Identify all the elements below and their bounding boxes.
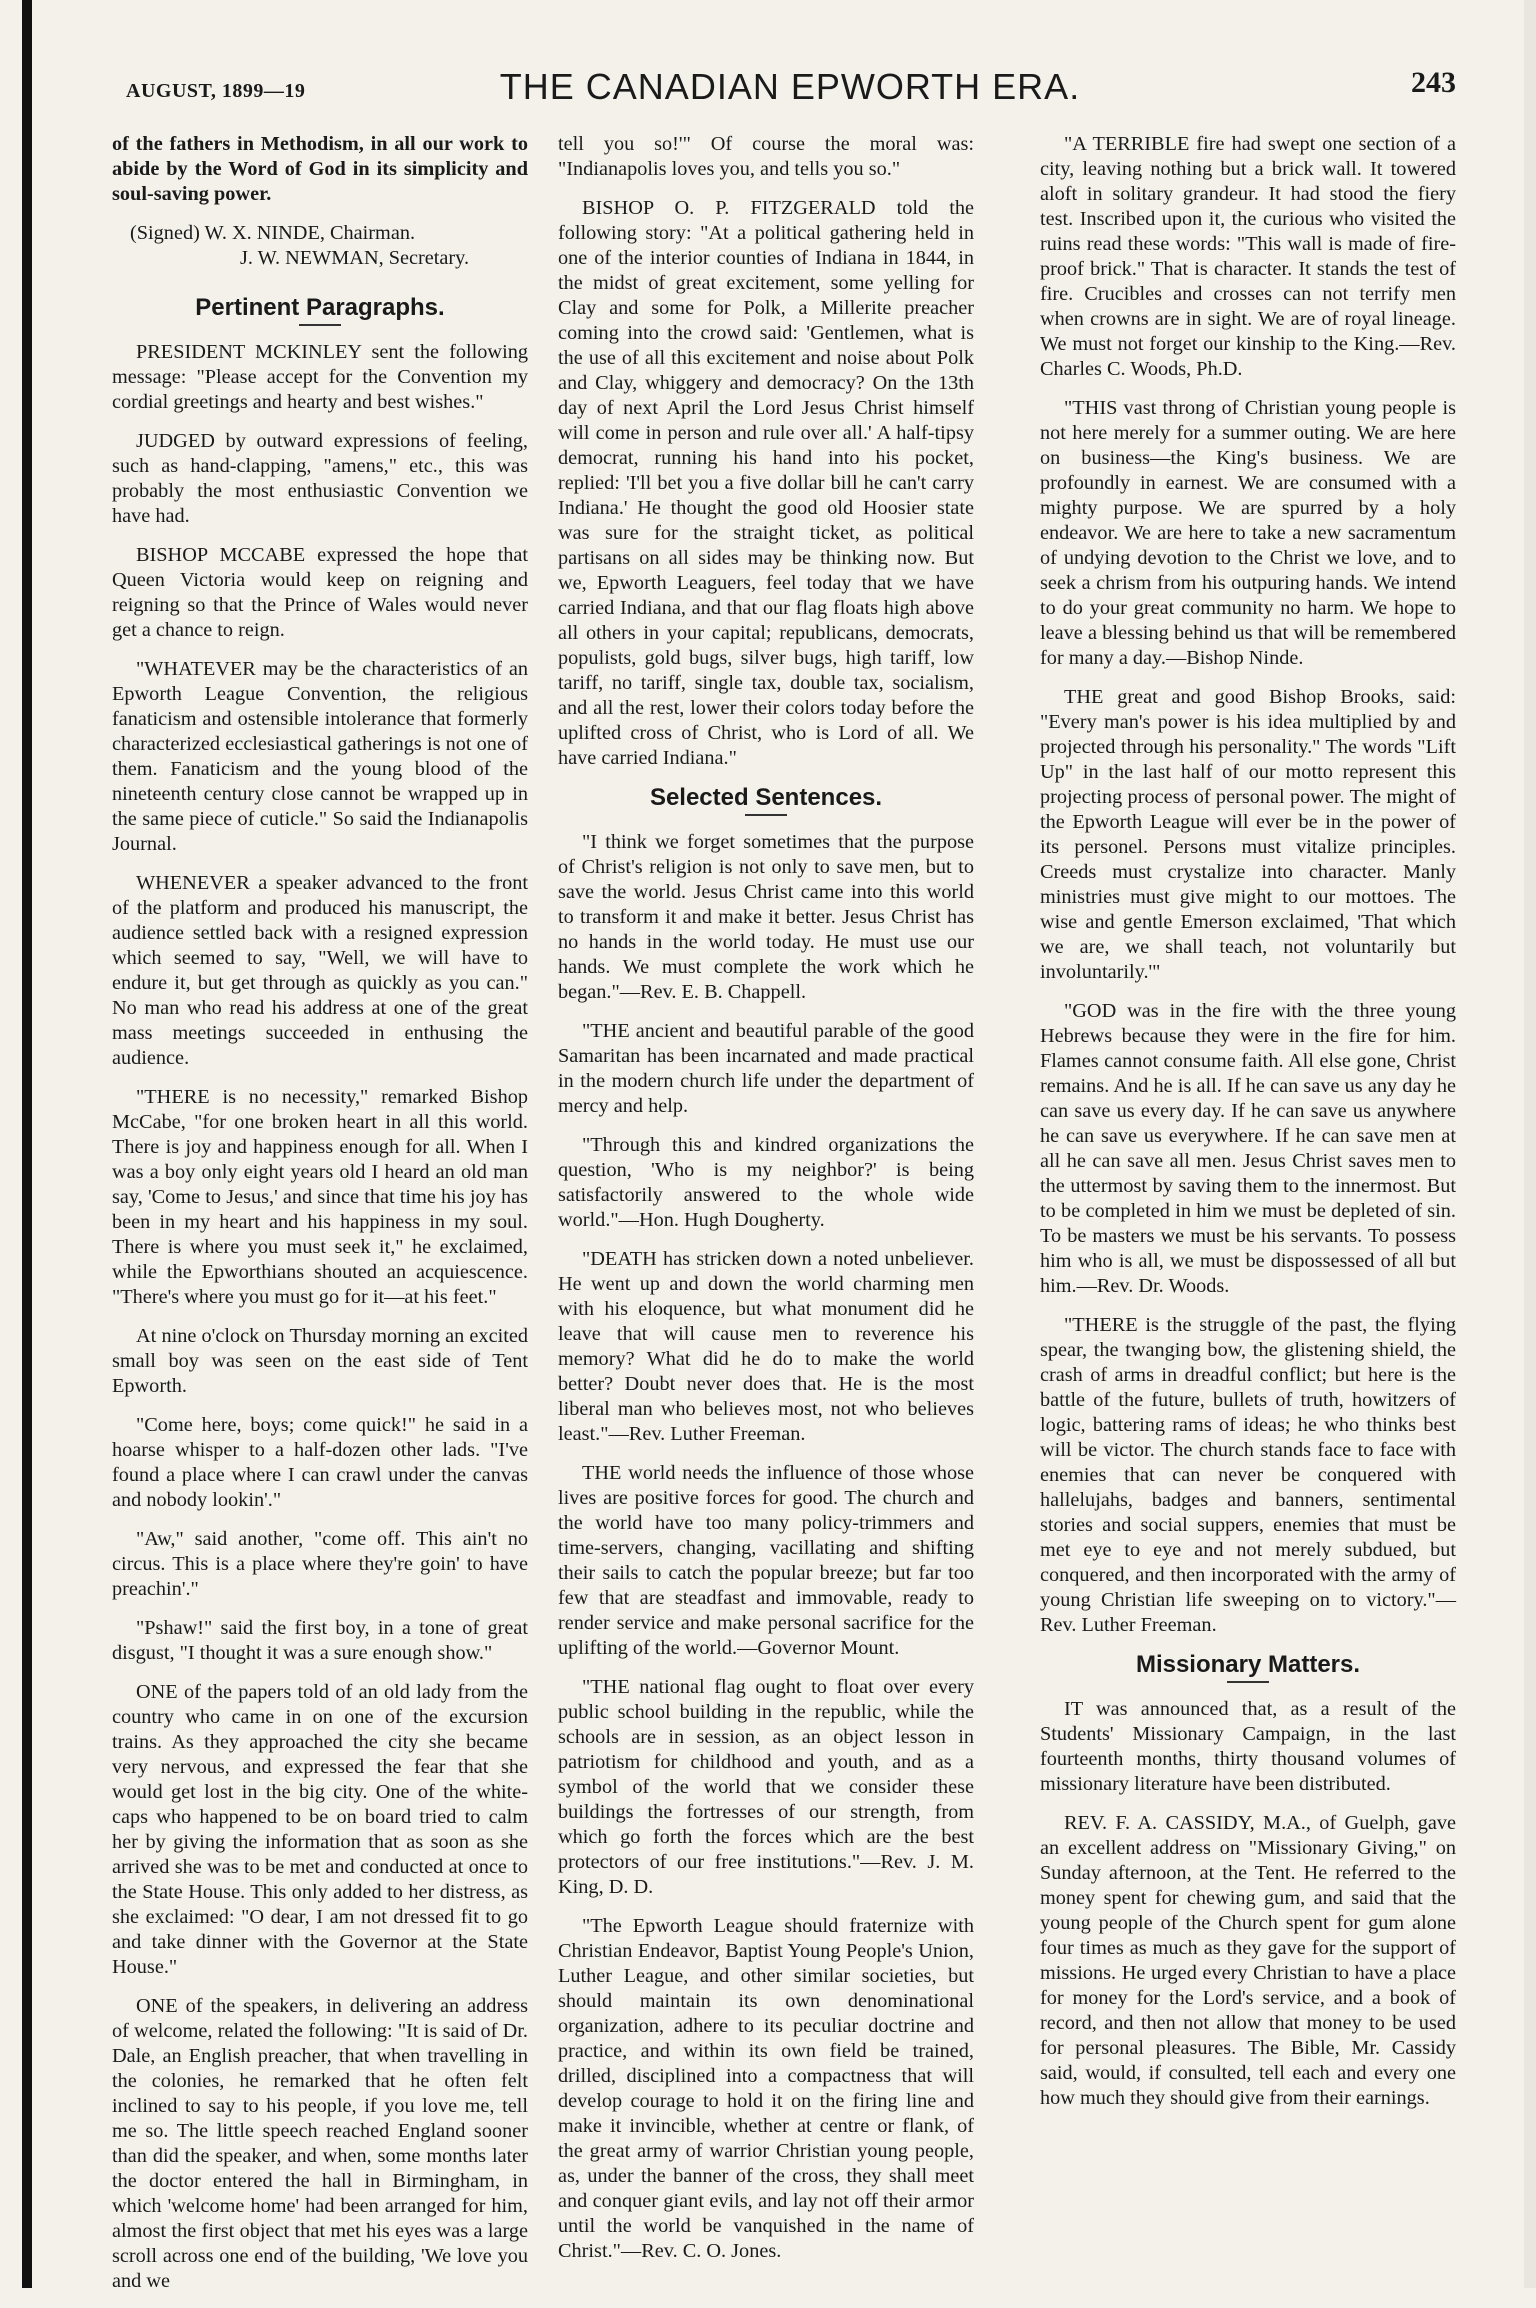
- paragraph: ONE of the papers told of an old lady from the country who came in on one of the excursion trains. As they approached the city she became very nervous, and expressed the fear that she would get lost in the big city. One of the white-caps who happened to be on board tried to calm her by giving the information that as soon as she arrived she was to be met and conducted at once to the State House. This only added to her distress, as she exclaimed: "O dear, I am not dressed fit to go and take dinner with the Governor at the State House.": [112, 1681, 528, 1978]
- paragraph: BISHOP O. P. FITZGERALD told the following story: "At a political gathering held in one of the interior counties of Indiana in 1844, in the midst of great excitement, some yelling for Clay and some for Polk, a Millerite preacher coming into the crowd said: 'Gentlemen, what is the use of all this excitement and noise about Polk and Clay, whiggery and democracy? On the 13th day of next April the Lord Jesus Christ himself will come in person and rule over all.' A half-tipsy democrat, running his hand into his pocket, replied: 'I'll bet you a five dollar bill he can't carry Indiana.' He thought the good old Hoosier state was sure for the straight ticket, as political partisans on all sides may be thinking now. But we, Epworth Leaguers, feel today that we have carried Indiana, and that our flag floats high above all others in your capital; republicans, democrats, populists, gold bugs, silver bugs, high tariff, low tariff, no tariff, single tax, double tax, socialism, and all the rest, lower their colors today before the uplifted cross of Christ, who is Lord of all. We have carried Indiana.": [558, 197, 974, 769]
- paragraph: "GOD was in the fire with the three young Hebrews because they were in the fire for him. Flames cannot consume faith. All else gone, Christ remains. And he is all. If he can save us any day he can save us every day. If he can save us anywhere he can save us everywhere. If he can save men at all he can save all men. Jesus Christ saves men to the uttermost by saving them to the innermost. But to be completed in him we must be depleted of sin. To be masters we must be his servants. To possess him who is all, we must be dispossessed of all but him.—Rev. Dr. Woods.: [1040, 1000, 1456, 1297]
- paragraph: "THERE is no necessity," remarked Bishop McCabe, "for one broken heart in all this world. There is joy and happiness enough for all. When I was a boy only eight years old I heard an old man say, 'Come to Jesus,' and since that time his joy has been in my heart and his happiness in my soul. There is where you must seek it," he exclaimed, while the Epworthians shouted an acquiescence. "There's where you must go for it—at his feet.": [112, 1086, 528, 1308]
- paragraph: "A TERRIBLE fire had swept one section of a city, leaving nothing but a brick wall. It towered aloft in solitary grandeur. It had stood the fiery test. Inscribed upon it, the curious who visited the ruins read these words: "This wall is made of fire-proof brick." That is character. It stands the test of fire. Crucibles and crosses can not terrify men when crowns are in sight. We are of royal lineage. We must not forget our kinship to the King.—Rev. Charles C. Woods, Ph.D.: [1040, 133, 1456, 380]
- heading-rule: [299, 324, 341, 326]
- paragraph: At nine o'clock on Thursday morning an excited small boy was seen on the east side of Tent Epworth.: [112, 1325, 528, 1397]
- paragraph: "WHATEVER may be the characteristics of an Epworth League Convention, the religious fanaticism and ostensible intolerance that formerly characterized ecclesiastical gatherings is not one of them. Fanaticism and the young blood of the nineteenth century close cannot be wrapped up in the same piece of cuticle." So said the Indianapolis Journal.: [112, 658, 528, 855]
- heading-rule: [1227, 1681, 1269, 1683]
- paragraph: REV. F. A. CASSIDY, M.A., of Guelph, gave an excellent address on "Missionary Giving," on Sunday afternoon, at the Tent. He referred to the money spent for chewing gum, and said that the young people of the Church spent for gum alone four times as much as they gave for the support of missions. He urged every Christian to have a place for money for the Lord's service, and a book of record, and then not allow that money to be used for personal pleasures. The Bible, Mr. Cassidy said, would, if consulted, tell each and every one how much they should give from their earnings.: [1040, 1812, 1456, 2109]
- section-heading-missionary-matters: Missionary Matters.: [1135, 1651, 1361, 1678]
- column-3: [1040, 132, 1456, 2125]
- paragraph: "THE ancient and beautiful parable of the good Samaritan has been incarnated and made practical in the modern church life under the department of mercy and help.: [558, 1020, 974, 1117]
- column-1: [112, 132, 528, 2308]
- paragraph: "THE national flag ought to float over every public school building in the republic, while the schools are in session, as an object lesson in patriotism for childhood and youth, and as a symbol of the world that we consider these buildings the fortresses of our strength, from which go forth the forces which are the best protectors of our free institutions."—Rev. J. M. King, D. D.: [558, 1676, 974, 1898]
- paragraph: THE world needs the influence of those whose lives are positive forces for good. The church and the world have too many policy-trimmers and time-servers, changing, vacillating and shifting their sails to catch the popular breeze; but far too few that are steadfast and immovable, ready to render service and make personal sacrifice for the uplifting of the world.—Governor Mount.: [558, 1462, 974, 1659]
- page-binding-edge: [22, 0, 32, 2288]
- paragraph: tell you so!'" Of course the moral was: "Indianapolis loves you, and tells you so.": [558, 133, 974, 180]
- issue-date: AUGUST, 1899—19: [126, 80, 306, 102]
- paragraph: "Pshaw!" said the first boy, in a tone of great disgust, "I thought it was a sure enough show.": [112, 1617, 528, 1664]
- paragraph: BISHOP MCCABE expressed the hope that Queen Victoria would keep on reigning and reigning so that the Prince of Wales would never get a chance to reign.: [112, 544, 528, 641]
- paragraph: THE great and good Bishop Brooks, said: "Every man's power is his idea multiplied by and projected through his personality." The words "Lift Up" in the last half of our motto represent this projecting process of personal power. The might of the Epworth League will ever be in the power of its personel. Persons must vitalize principles. Creeds must crystalize into character. Manly ministries must give might to our mottoes. The wise and gentle Emerson exclaimed, 'That which we are, we shall teach, not voluntarily but involuntarily.'": [1040, 686, 1456, 983]
- intro-paragraph: of the fathers in Methodism, in all our work to abide by the Word of God in its simplicity and soul-saving power.: [112, 133, 528, 205]
- page-right-edge: [1524, 0, 1536, 2288]
- paragraph: JUDGED by outward expressions of feeling, such as hand-clapping, "amens," etc., this was probably the most enthusiastic Convention we have had.: [112, 430, 528, 527]
- signature-secretary: J. W. NEWMAN, Secretary.: [240, 247, 470, 269]
- column-2: [558, 132, 974, 2278]
- paragraph: "Through this and kindred organizations the question, 'Who is my neighbor?' is being satisfactorily answered to the whole wide world."—Hon. Hugh Dougherty.: [558, 1134, 974, 1231]
- paragraph: PRESIDENT MCKINLEY sent the following message: "Please accept for the Convention my cordial greetings and hearty and best wishes.": [112, 341, 528, 413]
- paragraph: "Come here, boys; come quick!" he said in a hoarse whisper to a half-dozen other lads. "I've found a place where I can crawl under the canvas and nobody lookin'.": [112, 1414, 528, 1511]
- page-number: 243: [1411, 66, 1456, 99]
- section-heading-selected-sentences: Selected Sentences.: [649, 784, 883, 811]
- heading-rule: [745, 814, 787, 816]
- paragraph: "Aw," said another, "come off. This ain't no circus. This is a place where they're goin' to have preachin'.": [112, 1528, 528, 1600]
- paragraph: "THIS vast throng of Christian young people is not here merely for a summer outing. We are here on business—the King's business. We are profoundly in earnest. We are consumed with a mighty purpose. We are spurred by a holy endeavor. We are here to take a new sacramentum of undying devotion to the Christ we love, and to seek a chrism from his outpuring hands. We intend to do your great community no harm. We hope to leave a blessing behind us that will be remembered for many a day.—Bishop Ninde.: [1040, 397, 1456, 669]
- paragraph: "DEATH has stricken down a noted unbeliever. He went up and down the world charming men with his eloquence, but what monument did he leave that will cause men to reverence his memory? What did he do to make the world better? Doubt never does that. He is the most liberal man who believes most, not who believes least."—Rev. Luther Freeman.: [558, 1248, 974, 1445]
- paragraph: "The Epworth League should fraternize with Christian Endeavor, Baptist Young People's Union, Luther League, and other similar societies, but should maintain its own denominational organization, adhere to its peculiar doctrine and practice, and within its own field be trained, drilled, disciplined into a compactness that will develop courage to hold it on the firing line and make it invincible, whether at centre or flank, of the great army of warrior Christian young people, as, under the banner of the cross, they shall meet and conquer giant evils, and lay not off their armor until the world be vanquished in the name of Christ."—Rev. C. O. Jones.: [558, 1915, 974, 2262]
- page-header: [120, 62, 1460, 122]
- paragraph: ONE of the speakers, in delivering an address of welcome, related the following: "It is said of Dr. Dale, an English preacher, that when travelling in the colonies, he remarked that he often felt inclined to say to his people, if you love me, tell me so. The little speech reached England sooner than did the speaker, and when, some months later the doctor entered the hall in Birmingham, in which 'welcome home' had been arranged for him, almost the first object that met his eyes was a large scroll across one end of the building, 'We love you and we: [112, 1995, 528, 2292]
- paragraph: WHENEVER a speaker advanced to the front of the platform and produced his manuscript, the audience settled back with a resigned expression which seemed to say, "Well, we will have to endure it, but get through as quickly as you can." No man who read his address at one of the great mass meetings succeeded in enthusing the audience.: [112, 872, 528, 1069]
- paragraph: "THERE is the struggle of the past, the flying spear, the twanging bow, the glistening shield, the crash of arms in dreadful conflict; but here is the battle of the future, bullets of truth, howitzers of logic, battering rams of ideas; he who thinks best will be victor. The church stands face to face with enemies that can never be conquered with hallelujahs, badges and banners, sentimental stories and social suppers, enemies that must be met eye to eye and not merely subdued, but conquered, and then incorporated with the army of young Christian life sweeping on to victory."—Rev. Luther Freeman.: [1040, 1314, 1456, 1636]
- paragraph: "I think we forget sometimes that the purpose of Christ's religion is not only to save men, but to save the world. Jesus Christ came into this world to transform it and make it better. Jesus Christ has no hands in the world today. He must use our hands. We must complete the work which he began."—Rev. E. B. Chappell.: [558, 831, 974, 1003]
- paragraph: IT was announced that, as a result of the Students' Missionary Campaign, in the last fourteenth months, thirty thousand volumes of missionary literature have been distributed.: [1040, 1698, 1456, 1795]
- publication-title: THE CANADIAN EPWORTH ERA.: [499, 66, 1081, 107]
- signature-chairman: (Signed) W. X. NINDE, Chairman.: [130, 222, 416, 244]
- section-heading-pertinent-paragraphs: Pertinent Paragraphs.: [195, 294, 445, 321]
